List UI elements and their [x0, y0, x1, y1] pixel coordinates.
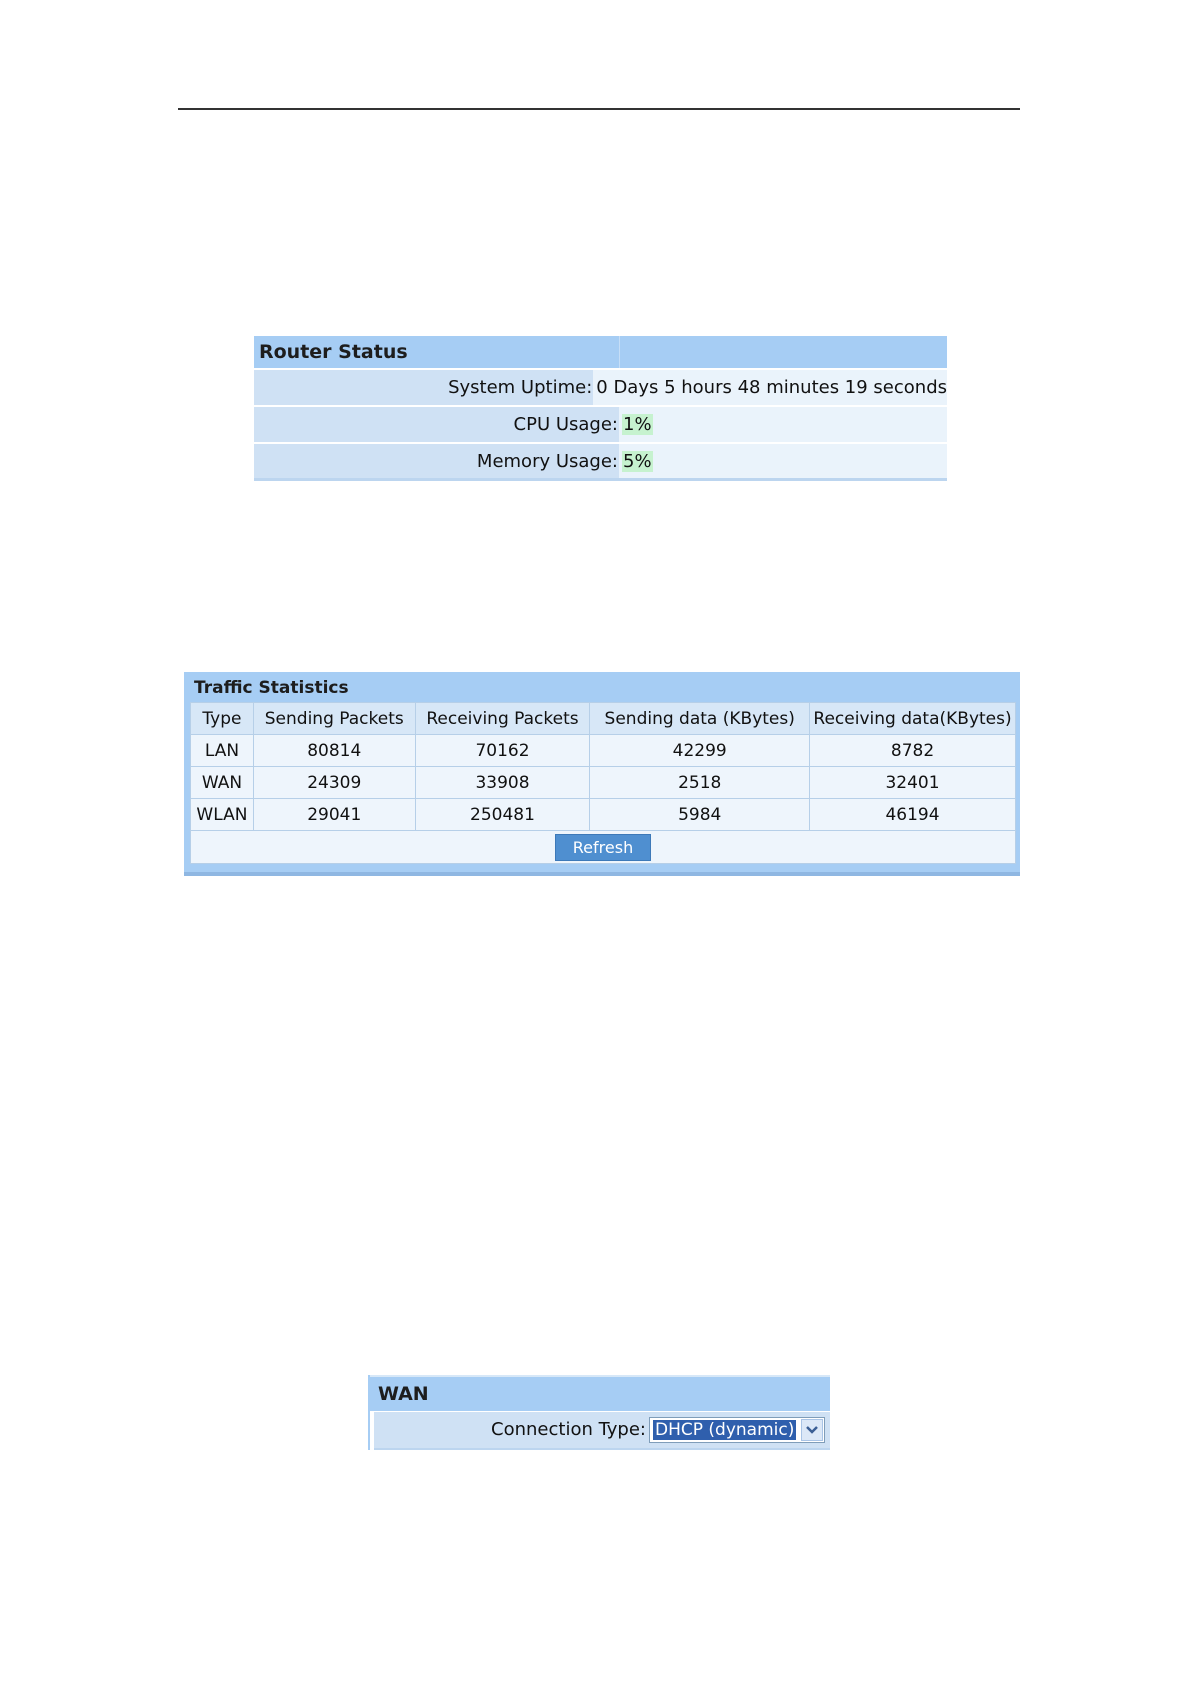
cell-sending-packets: 80814: [253, 735, 415, 767]
memory-usage-value: 5%: [623, 451, 652, 472]
memory-usage-row: [254, 444, 947, 481]
refresh-row: [191, 831, 1016, 864]
cell-type: WAN: [191, 767, 254, 799]
connection-type-selected-value: DHCP (dynamic): [655, 1420, 795, 1440]
column-header-receiving-packets: Receiving Packets: [415, 703, 590, 735]
router-status-panel: [254, 336, 947, 480]
traffic-statistics-panel: [184, 672, 1020, 876]
chevron-down-icon-glyph: [802, 1420, 822, 1440]
system-uptime-label: System Uptime:: [254, 370, 593, 405]
connection-type-select[interactable]: [649, 1417, 825, 1443]
router-status-title: Router Status: [259, 341, 408, 363]
memory-usage-label: Memory Usage:: [254, 444, 619, 478]
page-top-rule: [178, 108, 1020, 110]
refresh-button[interactable]: Refresh: [555, 834, 651, 861]
cell-sending-packets: 24309: [253, 767, 415, 799]
cell-receiving-packets: 33908: [415, 767, 590, 799]
cpu-usage-value: 1%: [623, 414, 652, 435]
connection-type-row: [374, 1412, 830, 1450]
table-row: [191, 735, 1016, 767]
table-header-row: [191, 703, 1016, 735]
memory-usage-value-cell: [619, 444, 947, 478]
header-divider: [619, 336, 620, 368]
panel-bottom-bar: [184, 872, 1020, 876]
cell-receiving-packets: 70162: [415, 735, 590, 767]
traffic-statistics-table: [190, 702, 1016, 864]
column-header-sending-packets: Sending Packets: [253, 703, 415, 735]
table-row: [191, 767, 1016, 799]
cell-sending-data: 5984: [590, 799, 810, 831]
wan-panel: [368, 1375, 830, 1450]
router-status-header: [254, 336, 947, 370]
cell-type: LAN: [191, 735, 254, 767]
cell-sending-data: 2518: [590, 767, 810, 799]
wan-header: [370, 1375, 830, 1411]
system-uptime-row: [254, 370, 947, 407]
cell-sending-packets: 29041: [253, 799, 415, 831]
cell-receiving-data: 8782: [810, 735, 1016, 767]
column-header-sending-data: Sending data (KBytes): [590, 703, 810, 735]
refresh-cell: [191, 831, 1016, 864]
connection-type-label: Connection Type:: [491, 1419, 646, 1440]
cell-receiving-packets: 250481: [415, 799, 590, 831]
chevron-down-icon[interactable]: [801, 1419, 823, 1441]
wan-title: WAN: [378, 1383, 429, 1405]
cell-receiving-data: 46194: [810, 799, 1016, 831]
traffic-statistics-title: Traffic Statistics: [194, 678, 349, 698]
cpu-usage-value-cell: [619, 407, 947, 442]
system-uptime-value: 0 Days 5 hours 48 minutes 19 seconds: [593, 370, 947, 405]
table-row: [191, 799, 1016, 831]
column-header-type: Type: [191, 703, 254, 735]
cell-sending-data: 42299: [590, 735, 810, 767]
cell-type: WLAN: [191, 799, 254, 831]
cpu-usage-row: [254, 407, 947, 444]
cell-receiving-data: 32401: [810, 767, 1016, 799]
cpu-usage-label: CPU Usage:: [254, 407, 619, 442]
column-header-receiving-data: Receiving data(KBytes): [810, 703, 1016, 735]
